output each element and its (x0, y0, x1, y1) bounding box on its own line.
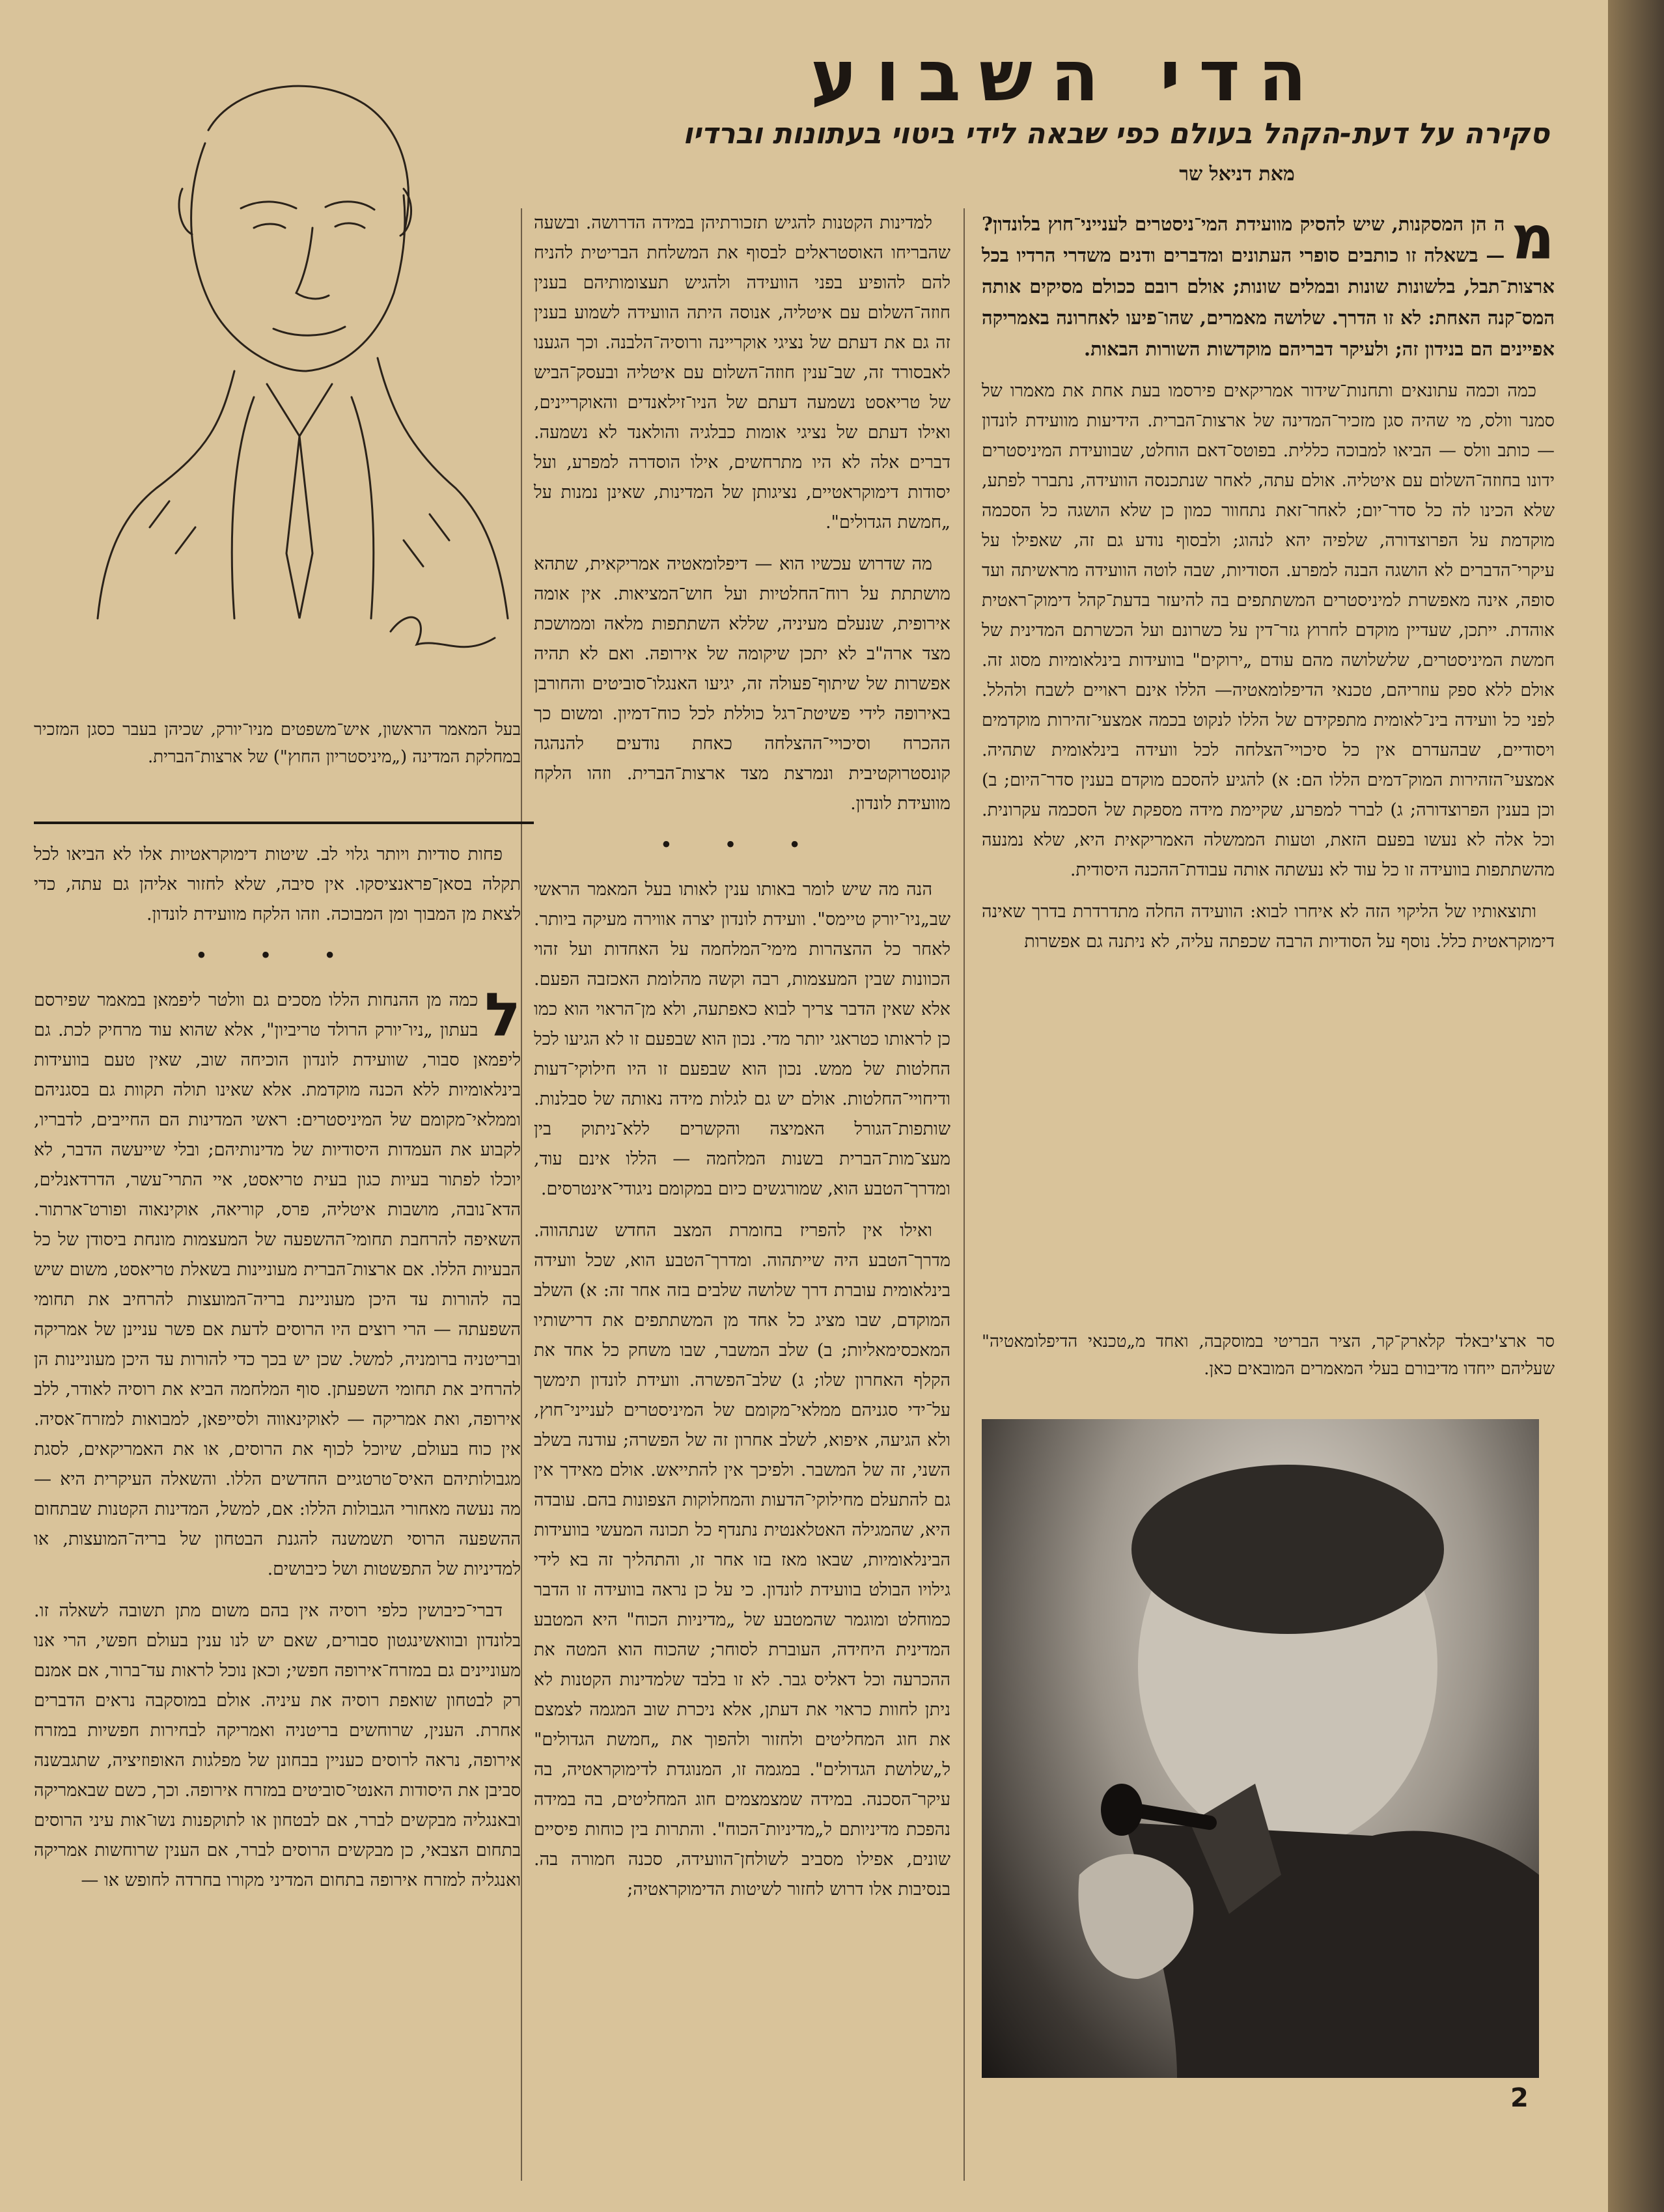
section-separator: • • • (660, 835, 824, 855)
page-number: 2 (1510, 2083, 1529, 2113)
paragraph: הנה מה שיש לומר באותו ענין לאותו בעל המאמר הראשי שב„ניו־יורק טיימס". וועידת לונדון יצרה אווירה מעיקה ביותר. לאחר כל ההצהרות מימי־המלחמה על האחדות ועל זהוי הכוונות שבין המעצמות, רבה וקשה מהלומת האכזבה הפעם. אלא שאין הדבר צריך לבוא כאפתעה, ולא מן־הראוי הוא כמו כן לראותו כטראגי יותר מדי. נכון הוא שבפעם זו לא הגיעו לכל החלטות של ממש. נכון הוא שבפעם זו היו חילוקי־דעות ודיחויי־החלטות. אולם יש גם לגלות מידה נאותה של סבלנות. שותפות־הגורל האמיצה והקשרים ללא־ניתוק בין מעצ־מות־הברית בשנות המלחמה — הללו אינם עוד, ומדרך־הטבע הוא, שמורגשים כיום במקומם ניגודי־אינטרסים. (534, 879, 950, 1199)
article-column-right (982, 203, 1555, 969)
column-rule (964, 208, 965, 2181)
binding-edge (1608, 0, 1664, 2212)
paragraph: ותוצאותיו של הליקוי הזה לא איחרו לבוא: הוועידה החלה מתדרדרת בדרך שאינה דימוקראטית כלל. נוסף על הסודיות הרבה שכפתה עליה, לא ניתנה גם אפשרות (982, 902, 1555, 952)
paragraph: פחות סודיות ויותר גלוי לב. שיטות דימוקראטיות אלו לא הביאו לכל תקלה בסאן־פראנציסקו. אין סיבה, שלא לחזור אליהן גם עתה, כדי לצאת מן המבוך ומן המבוכה. וזהו הלקח מוועידת לונדון. (34, 844, 521, 924)
photo-caption: סר ארצ'יבאלד קלארק־קר, הציר הבריטי במוסקבה, ואחד מ„טכנאי הדיפלומאטיה" שעליהם ייחדו מדיבורם בעלי המאמרים המובאים כאן. (982, 1332, 1555, 1379)
dropcap: ל (484, 980, 521, 1050)
paragraph-with-dropcap (34, 980, 521, 1584)
column-divider (34, 822, 534, 824)
pipe-man-photo (982, 1419, 1539, 2078)
lead-text: ה הן המסקנות, שיש להסיק מוועידת המי־ניסטרים לענייני־חוץ בלונדון? — בשאלה זו כותבים סופרי העתונים ומדברים ודנים משדרי הרדיו בכל ארצות־תבל, בלשונות שונות ובמלים שונות; אולם רובם ככולם מסיקים אותה המס־קנה האחת: לא זו הדרך. שלושה מאמרים, שהו־פיעו לאחרונה באמריקה אפיינים הם בנידון זה; ולעיקר דבריהם מוקדשות השורות הבאות. (982, 213, 1555, 360)
dropcap: מ (1511, 203, 1555, 273)
paragraph-text: כמה מן ההנחות הללו מסכים גם וולטר ליפמאן במאמר שפירסם בעתון „ניו־יורק הרולד טריביון", אלא שהוא עוד מרחיק לכת. גם ליפמאן סבור, שוועידת לונדון הוכיחה שוב, שאין טעם בוועידות בינלאומיות ללא הכנה מוקדמת. אלא שאינו תולה תקוות גם בסגניהם וממלאי־מקומם של המיניסטרים: ראשי המדינות הם החייבים, לדבריו, לקבוע את העמדות היסודיות של מדינותיהם; ובלי שייעשה הדבר, לא יוכלו לפתור בעיות כגון בעית טריאסט, איי התרי־עשר, הדרדאנלים, הדא־נובה, מושבות איטליה, פרס, קוריאה, אוקינאוה ופורט־ארתור. השאיפה להרחבת תחומי־ההשפעה של המעצמות מונחת ביסודן של כל הבעיות הללו. אם ארצות־הברית מעוניינות בשאלת טריאסט, משום שיש בה להורות עד היכן מעוניינת בריה־המועצות להרחיב את תחומי השפעתה — הרי רוצים היו הרוסים לדעת אם פשר עניינן של אמריקה ובריטניה ברומניה, למשל. שכן יש בכך כדי להורות עד היכן מעוניינות הן להרחיב את תחומי השפעתן. סוף המלחמה הביא את רוסיה לאודר, ללב אירופה, ואת אמריקה — לאוקינאווה ולסייפאן, למבואות למזרח־אסיה. אין כוח בעולם, שיוכל לכוף את הרוסים, או את האמריקאים, לסגת מגבולותיהם האיס־טרטגיים החדשים הללו. והשאלה העיקרית היא — מה נעשה מאחורי הגבולות הללו: אם, למשל, המדינות הקטנות שבתחום ההשפעה הרוסי תשמשנה להגנת הבטחון של בריה־המועצות, או למדיניות של התפשטות ושל כיבושים. (34, 990, 521, 1579)
section-separator: • • • (195, 946, 359, 966)
paragraph: למדינות הקטנות להגיש תזכורתיהן במידה הדרושה. ובשעה שהבריחו האוסטראלים לבסוף את המשלחת הבריטית להניח להם להופיע בפני הוועידה ולהגיש תעצומותיהם בענין חוזה־השלום עם איטליה, אנוסה היתה הוועידה לשמוע בענין זה גם את דעתם של נציגי אוקריינה ורוסיה־הלבנה. וכך הגענו לאבסורד זה, שב־ענין חוזה־השלום עם איטליה ובעסק־הביש של טריאסט נשמעה דעתם של הניו־זילאנדים והאוקריינים, ואילו דעתם של נציגי אומות כבלגיה והולאנד לא נשמעה. דברים אלה לא היו מתרחשים, אילו הוסדרה למפרע, ועל יסודות דימוקראטיים, נציגותן של המדינות, שאינן נמנות על „חמשת הגדולים". (534, 213, 950, 532)
paragraph: כמה וכמה עתונאים ותחנות־שידור אמריקאים פירסמו בעת אחת את מאמרו של סמנר וולס, מי שהיה סגן מזכיר־המדינה של ארצות־הברית. הידיעות מוועידת לונדון — כותב וולס — הביאו למבוכה כללית. בפוטס־דאם הוחלט, שבוועידת המיניסטרים ידונו בחוזה־השלום עם איטליה. אולם עתה, לאחר שנתכנסה הוועידה, נתברר לפתע, שלא הכינו לה כל סדר־יום; לאחר־זאת נתחוור כמון כן שלא הושגה כל הסכמה מוקדמת על הפרוצדורה, שלפיה יהא לנהוג; ולבסוף נודע גם זה, שאפילו על עיקרי־הדברים לא הושגה הבנה למפרע. הסודיות, שבה לוטה הוועידה מראשיתה ועד סופה, אינה מאפשרת למיניסטרים המשתתפים בה להיעזר בדעת־קהל דימוק־ראטית אוהדת. ייתכן, שעדיין מוקדם לחרוץ גזר־דין על כשרונם ועל הכשרתם המדינית של חמשת המיניסטרים, שלשלושה מהם עודם „ירוקים" בוועידות בינלאומיות מסוג זה. אולם ללא ספק עוזריהם, טכנאי הדיפלומאטיה— הללו אינם ראויים לשבח ולהלל. לפני כל וועידה בינ־לאומית מתפקידם של הללו לנקוט בכמה אמצעי־זהירות מוקדמים ויסודיים, שבהעדרם אין כל סיכויי־הצלחה לכל וועידה בינלאומית שתהיה. אמצעי־הזהירות המוק־דמים הללו הם: א) להגיע להסכם מוקדם בענין סדר־היום; ב) וכן בענין הפרוצדורה; ג) לברר למפרע, שקיימת מידה מספקת של הסכמה עקרונית. וכל אלה לא נעשו בפעם הזאת, וטעות הממשלה האמריקאית היא, שלא נמנעה מהשתתפות בוועידה זו כל עוד לא נעשתה אותה עבודת־ההכנה היסודית. (982, 381, 1555, 880)
byline: מאת דניאל שר (1179, 163, 1295, 186)
portrait-photo (982, 1419, 1539, 2078)
column-rule (521, 208, 522, 2181)
page-title: הדי השבוע (810, 36, 1325, 117)
paragraph: דברי־כיבושין כלפי רוסיה אין בהם משום מתן תשובה לשאלה זו. בלונדון ובוואשינגטון סבורים, שאם יש לנו ענין בעולם חפשי, הרי אנו מעוניינים גם במזרח־אירופה חפשי; וכאן נוכל לראות עד־ברור, אם אמנם רק לבטחון שואפת רוסיה את עיניה. אולם במוסקבה נראים הדברים אחרת. הענין, שרוחשים בריטניה ואמריקה לבחירות חפשיות במזרח אירופה, נראה לרוסים כעניין בבחונן של מפלגות האופוזיציה, שתגבשנה סביבן את היסודות האנטי־סוביטים במזרח אירופה. וכך, כשם שבאמריקה ובאנגליה מבקשים לברר, אם לבטחון או לתוקפנות נשו־אות עיני הרוסים בתחום הצבאי, כן מבקשים הרוסים לברר, אם הענין שרוחשות אמריקה ואנגליה למזרח אירופה בתחום המדיני מקורו בחרדה לחופש או — (33, 1601, 521, 1890)
sketch-portrait (39, 33, 521, 710)
lead-paragraph (982, 203, 1555, 365)
article-column-middle (534, 208, 950, 1916)
article-column-left (34, 840, 521, 1907)
page-subtitle: סקירה על דעת-הקהל בעולם כפי שבאה לידי ביטוי בעתונות וברדיו (683, 117, 1549, 150)
paragraph: מה שדרוש עכשיו הוא — דיפלומאטיה אמריקאית, שתהא מושתתת על רוח־החלטיות ועל חוש־המציאות. אין אומה אירופית, שנעלם מעיניה, שללא השתתפות מלאה וממושכת מצד ארה"ב לא יתכן שיקומה של אירופה. ואם לא תהיה אפשרות של שיתוף־פעולה זה, יגיעו האנגלו־סוביטים והחורבן באירופה לידי פשיטת־רגל כוללת לכל כוח־דמיון. ומשום כך ההכרח וסיכויי־ההצלחה כאחת נודעים להנהגה קונסטרוקטיבית ונמרצת מצד ארצות־הברית. וזהו הלקח מוועידת לונדון. (534, 554, 950, 814)
sketch-caption: בעל המאמר הראשון, איש־משפטים מניו־יורק, שכיהן בעבר כסגן המזכיר במחלקת המדינה („מיניסטריון החוץ") של ארצות־הברית. (34, 720, 521, 767)
paragraph: ואילו אין להפריז בחומרת המצב החדש שנתהווה. מדרך־הטבע היה שייתהוה. ומדרך־הטבע הוא, שכל וועידה בינלאומית עוברת דרך שלושה שלבים בזה אחר זה: א) השלב המוקדם, שבו מציג כל אחד מן המשתתפים את דרישותיו המאכסימאליות; ב) שלב המשבר, שבו משחק כל אחד את הקלף האחרון שלו; ג) שלב־הפשרה. וועידת לונדון תימשך על־ידי סגניהם ממלאי־מקומם של המיניסטרים לענייני־חוץ, ולא הגיעה, איפוא, לשלב אחרון זה של הפשרה; עודנה בשלב השני, זה של המשבר. ולפיכך אין להתייאש. אולם מאידך אין גם להתעלם מחילוקי־הדעות והמחלוקות הצפונות בהם. עובדה היא, שהמגילה האטלאנטית נתנדף כל תכונה המעשי בוועידות הבינלאומיות, שבאו מאז בזו אחר זו, והתהליך זה בא לידי גילויו הבולט בוועידת לונדון. כי על כן נראה בוועידה זו הדבר כמוחלט ומוגמר שהמטבע של „מדיניות הכוח" היא המטבע המדינית היחידה, העוברת לסוחר; שהכוח הוא המטה את ההכרעה וכל דאליס גבר. לא זו בלבד שלמדינות הקטנות לא ניתן לחוות כראוי את דעתן, אלא ניכרת שוב המגמה לצמצם את חוג המחליטים ולחזור ולהפוך את „חמשת הגדולים" ל„שלושת הגדולים". במגמה זו, המנוגדת לדימוקראטיה, בה עיקר־הסכנה. במידה שמצמצמים חוג המחליטים, בה במידה נהפכת מדיניותם ל„מדיניות־הכוח". והתרות בין כוחות פיסיים שונים, אפילו מסביב לשולחן־הוועידה, סכנה חמורה בה. בנסיבות אלו דרוש לחזור לשיטות הדימוקראטיה; (534, 1221, 950, 1900)
